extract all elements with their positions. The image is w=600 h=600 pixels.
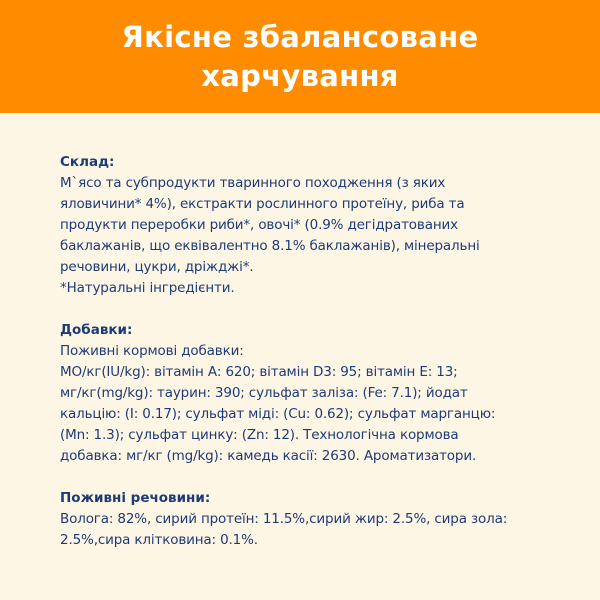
section-composition — [60, 152, 590, 299]
page-title-line-1: Якісне збалансоване — [121, 19, 479, 54]
composition-line: яловичини* 4%), екстракти рослинного протеїну, риба та — [60, 196, 465, 212]
additives-line: (Mn: 1.3); сульфат цинку: (Zn: 12). Технологічна кормова — [60, 427, 459, 443]
section-heading-composition: Склад: — [60, 154, 115, 170]
additives-line: Поживні кормові добавки: — [60, 343, 244, 359]
composition-line: баклажанів, що еквівалентно 8.1% баклажанів), мінеральні — [60, 238, 480, 254]
additives-line: мг/кг(mg/kg): таурин: 390; сульфат заліза: (Fe: 7.1); йодат — [60, 385, 468, 401]
section-nutrients — [60, 488, 590, 551]
section-heading-nutrients: Поживні речовини: — [60, 490, 211, 506]
composition-line: продукти переробки риби*, овочі* (0.9% дегідратованих — [60, 217, 458, 233]
nutrients-line: Вологa: 82%, сирий протеїн: 11.5%,сирий жир: 2.5%, сира зола: — [60, 511, 508, 527]
additives-line: добавка: мг/кг (mg/kg): камедь касії: 2630. Ароматизатори. — [60, 448, 477, 464]
header-banner — [0, 0, 600, 113]
additives-line: МО/кг(IU/kg): вітамін А: 620; вітамін D3: 95; вітамін Е: 13; — [60, 364, 458, 380]
composition-footnote: *Натуральні інгредієнти. — [60, 280, 235, 296]
page-title-line-2: харчування — [201, 58, 399, 93]
section-heading-additives: Добавки: — [60, 322, 133, 338]
section-additives — [60, 320, 590, 467]
composition-line: речовини, цукри, дріжджі*. — [60, 259, 254, 275]
composition-line: М`ясо та субпродукти тваринного походження (з яких — [60, 175, 446, 191]
nutrients-line: 2.5%,сира клітковина: 0.1%. — [60, 532, 258, 548]
additives-line: кальцію: (I: 0.17); сульфат міді: (Cu: 0.62); сульфат марганцю: — [60, 406, 496, 422]
content-body — [60, 152, 590, 572]
